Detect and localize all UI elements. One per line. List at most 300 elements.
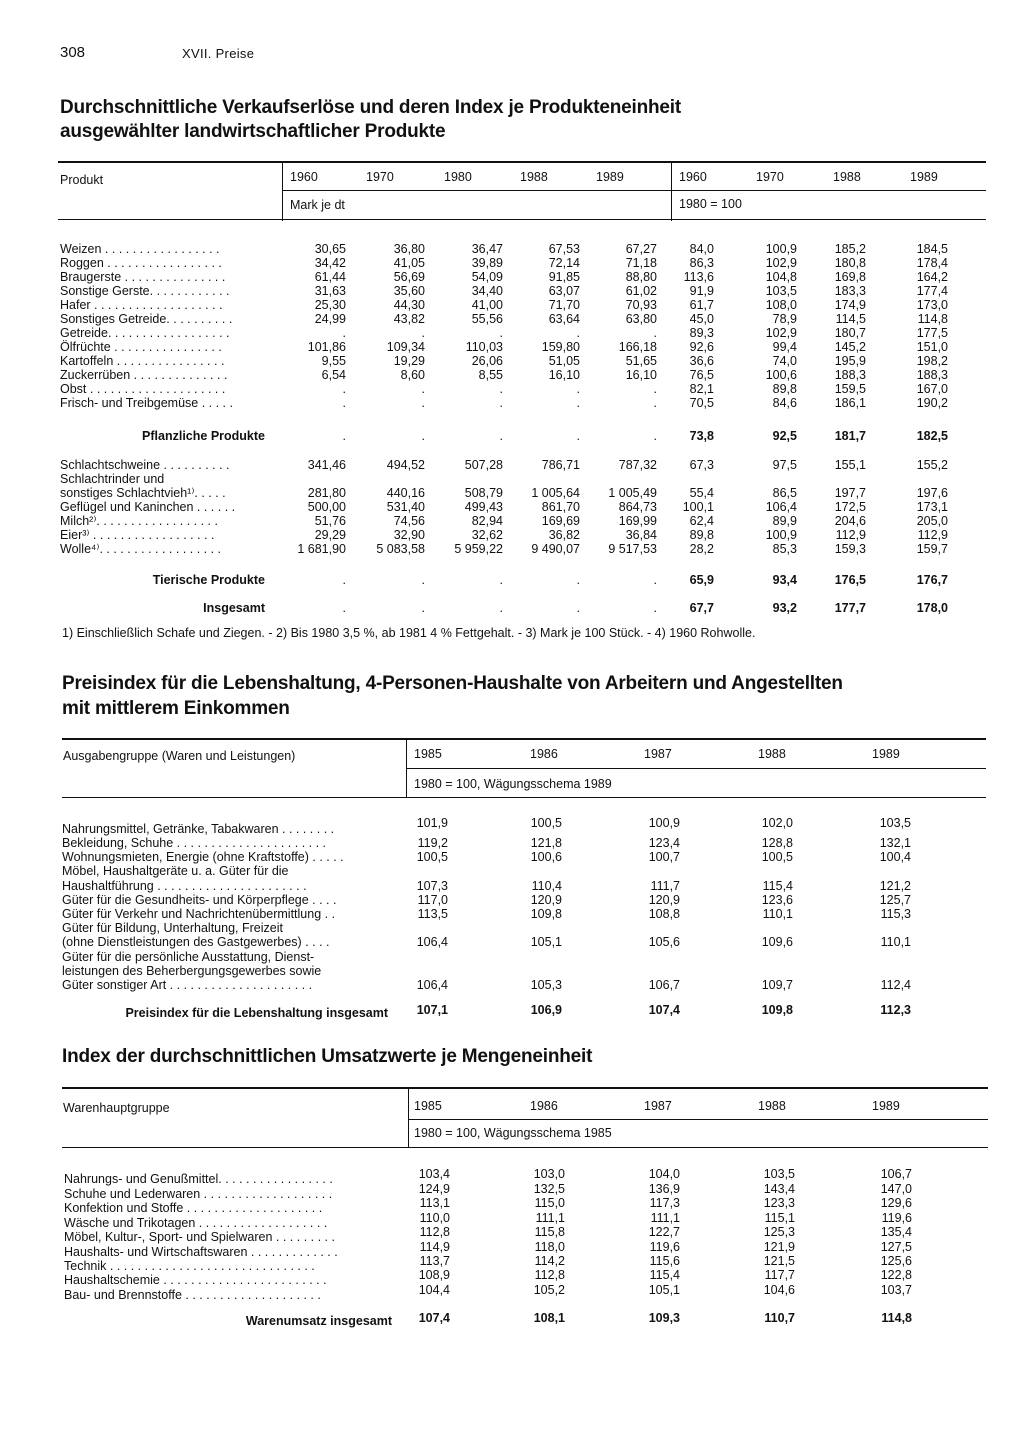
table1-cell: 176,7 (916, 573, 948, 587)
table1-cell: 5 083,58 (376, 542, 425, 556)
table1-cell: 183,3 (834, 284, 866, 298)
table2-cell: 102,0 (761, 816, 793, 830)
table2-cell: 105,3 (530, 978, 562, 992)
table1-cell: 67,27 (625, 242, 657, 256)
table1-cell: . (499, 429, 503, 443)
table1-cell: 56,69 (393, 270, 425, 284)
table1-year-header: 1960 (679, 170, 707, 184)
table1-cell: . (342, 396, 346, 410)
table1-cell: 61,44 (314, 270, 346, 284)
table2-year-header: 1985 (414, 747, 442, 761)
table1-cell: 169,8 (834, 270, 866, 284)
table3-unit: 1980 = 100, Wägungsschema 1985 (414, 1126, 612, 1140)
table2-cell: 121,8 (530, 836, 562, 850)
table1-cell: 8,55 (478, 368, 503, 382)
table3-cell: 132,5 (533, 1182, 565, 1196)
table1-cell: 5 959,22 (454, 542, 503, 556)
table1-row-label: Wolle⁴⁾. . . . . . . . . . . . . . . . . . (60, 542, 222, 556)
table1-cell: 106,4 (765, 500, 797, 514)
table1-cell: 51,65 (625, 354, 657, 368)
table1-cell: 67,7 (689, 601, 714, 615)
table1-col-divider (282, 163, 283, 221)
table1-cell: . (499, 601, 503, 615)
table1-cell: 41,05 (393, 256, 425, 270)
table1-cell: 29,29 (314, 528, 346, 542)
table1-cell: 71,70 (548, 298, 580, 312)
table1-cell: 169,69 (541, 514, 580, 528)
table1-row-label: Frisch- und Treibgemüse . . . . . (60, 396, 233, 410)
table1-cell: 494,52 (386, 458, 425, 472)
table3-cell: 121,9 (763, 1240, 795, 1254)
table1-cell: 1 005,64 (531, 486, 580, 500)
table3-cell: 115,6 (649, 1254, 680, 1268)
table3-cell: 117,3 (649, 1196, 680, 1210)
table1-cell: 34,42 (314, 256, 346, 270)
table1-cell: 93,2 (772, 601, 797, 615)
table1-row-label: Sonstige Gerste. . . . . . . . . . . . (60, 284, 230, 298)
table1-cell: 186,1 (834, 396, 866, 410)
table2-cell: 101,9 (416, 816, 448, 830)
table3-cell: 113,7 (419, 1254, 450, 1268)
table3-total-cell: 109,3 (648, 1311, 680, 1325)
table2-year-header: 1987 (644, 747, 672, 761)
table1-cell: . (653, 573, 657, 587)
table3-year-header: 1985 (414, 1099, 442, 1113)
table1-cell: 197,6 (916, 486, 948, 500)
table1-cell: 145,2 (834, 340, 866, 354)
table2-cell: 125,7 (879, 893, 911, 907)
table3-cell: 125,3 (763, 1225, 795, 1239)
table1-cell: 36,6 (689, 354, 714, 368)
table3-cell: 122,8 (880, 1268, 912, 1282)
table3-cell: 105,2 (533, 1283, 565, 1297)
table2-cell: 108,8 (648, 907, 680, 921)
table1-row-label: Sonstiges Getreide. . . . . . . . . . (60, 312, 233, 326)
table2-row-label: Güter sonstiger Art . . . . . . . . . . . . . . . . . . . . . (62, 978, 313, 992)
table1-cell: 36,82 (548, 528, 580, 542)
table3-cell: 103,0 (533, 1167, 565, 1181)
table2-cell: 109,8 (530, 907, 562, 921)
table1-row-label: Hafer . . . . . . . . . . . . . . . . . . . (60, 298, 223, 312)
table3-cell: 111,1 (650, 1211, 680, 1225)
table2-title-line2: mit mittlerem Einkommen (62, 698, 290, 719)
table1-cell: 101,86 (307, 340, 346, 354)
table1-cell: 54,09 (471, 270, 503, 284)
table2-cell: 100,7 (648, 850, 680, 864)
table2-row-label: Bekleidung, Schuhe . . . . . . . . . . . . . . . . . . . . . . (62, 836, 327, 850)
table1-cell: 28,2 (689, 542, 714, 556)
table3-total-cell: 110,7 (764, 1311, 795, 1325)
table1-cell: 32,62 (471, 528, 503, 542)
table3-cell: 112,8 (534, 1268, 565, 1282)
table1-cell: 63,80 (625, 312, 657, 326)
table1-cell: 92,6 (689, 340, 714, 354)
table1-cell: 36,47 (471, 242, 503, 256)
table2-cell: 100,5 (530, 816, 562, 830)
table1-cell: 197,7 (834, 486, 866, 500)
table2-row-label: Wohnungsmieten, Energie (ohne Kraftstoffe) . . . . . (62, 850, 344, 864)
table1-cell: . (653, 601, 657, 615)
table3-row-label: Möbel, Kultur-, Sport- und Spielwaren . . . . . . . . . (64, 1230, 335, 1244)
table1-cell: 786,71 (541, 458, 580, 472)
table2-cell: 121,2 (879, 879, 911, 893)
table1-cell: 35,60 (393, 284, 425, 298)
table3-cell: 121,5 (763, 1254, 795, 1268)
table1-cell: 51,05 (548, 354, 580, 368)
table1-cell: 341,46 (307, 458, 346, 472)
table2-col-divider (406, 740, 407, 798)
table1-cell: 71,18 (625, 256, 657, 270)
table1-cell: 82,1 (689, 382, 714, 396)
table1-cell: 34,40 (471, 284, 503, 298)
table3-cell: 103,7 (880, 1283, 912, 1297)
table3-total-cell: 107,4 (418, 1311, 450, 1325)
table1-cell: 169,99 (618, 514, 657, 528)
table2-header-bottom-rule (62, 797, 986, 798)
table2-total-cell: 107,4 (648, 1003, 680, 1017)
table1-cell: 16,10 (625, 368, 657, 382)
table1-cell: 155,2 (916, 458, 948, 472)
table1-cell: 167,0 (916, 382, 948, 396)
table1-cell: 195,9 (834, 354, 866, 368)
table1-cell: 103,5 (765, 284, 797, 298)
table1-cell: 74,0 (772, 354, 797, 368)
table2-cell: 105,6 (648, 935, 680, 949)
table3-cell: 143,4 (763, 1182, 795, 1196)
table1-cell: 108,0 (765, 298, 797, 312)
table1-cell: 41,00 (471, 298, 503, 312)
table2-cell: 115,4 (762, 879, 793, 893)
table2-cell: 120,9 (648, 893, 680, 907)
chapter-heading: XVII. Preise (182, 46, 255, 61)
table1-cell: 112,9 (835, 528, 866, 542)
table3-year-header: 1989 (872, 1099, 900, 1113)
table1-cell: 76,5 (689, 368, 714, 382)
table2-year-header: 1989 (872, 747, 900, 761)
table1-cell: 55,4 (689, 486, 714, 500)
table1-cell: 43,82 (393, 312, 425, 326)
table1-cell: 180,7 (834, 326, 866, 340)
table3-cell: 119,6 (649, 1240, 680, 1254)
table1-cell: . (576, 396, 580, 410)
table1-year-header: 1960 (290, 170, 318, 184)
table1-cell: 86,3 (689, 256, 714, 270)
table1-cell: . (421, 573, 425, 587)
table1-cell: . (342, 573, 346, 587)
table1-year-header: 1989 (910, 170, 938, 184)
table3-cell: 124,9 (418, 1182, 450, 1196)
table1-cell: 45,0 (689, 312, 714, 326)
table1-cell: . (576, 382, 580, 396)
table3-cell: 108,9 (418, 1268, 450, 1282)
table1-cell: 159,3 (834, 542, 866, 556)
table2-row-label: Nahrungsmittel, Getränke, Tabakwaren . . . . . . . . (62, 822, 335, 836)
table3-cell: 119,6 (881, 1211, 912, 1225)
table1-cell: 861,70 (541, 500, 580, 514)
table1-cell: . (499, 396, 503, 410)
table2-cell: 100,6 (530, 850, 562, 864)
table1-cell: 55,56 (471, 312, 503, 326)
table3-year-header: 1988 (758, 1099, 786, 1113)
table1-cell: . (342, 326, 346, 340)
table3-cell: 118,0 (534, 1240, 565, 1254)
table1-cell: 185,2 (834, 242, 866, 256)
table1-cell: 440,16 (386, 486, 425, 500)
table3-cell: 129,6 (880, 1196, 912, 1210)
table3-row-label: Haushaltschemie . . . . . . . . . . . . . . . . . . . . . . . . (64, 1273, 327, 1287)
table3-title: Index der durchschnittlichen Umsatzwerte je Mengeneinheit (62, 1046, 593, 1067)
table1-cell: 177,4 (916, 284, 948, 298)
table1-row-label: Pflanzliche Produkte (142, 429, 265, 443)
table2-cell: 107,3 (416, 879, 448, 893)
table3-row-label: Haushalts- und Wirtschaftswaren . . . . . . . . . . . . . (64, 1245, 338, 1259)
table1-cell: 62,4 (689, 514, 714, 528)
table2-col-header: Ausgabengruppe (Waren und Leistungen) (63, 749, 296, 763)
table1-cell: 82,94 (471, 514, 503, 528)
table3-col-divider (408, 1089, 409, 1147)
table1-cell: 500,00 (307, 500, 346, 514)
table1-cell: 102,9 (765, 326, 797, 340)
table3-row-label: Nahrungs- und Genußmittel. . . . . . . . . . . . . . . . . (64, 1172, 333, 1186)
table1-cell: 39,89 (471, 256, 503, 270)
table3-cell: 110,0 (419, 1211, 450, 1225)
table1-cell: 190,2 (916, 396, 948, 410)
table1-cell: 9,55 (321, 354, 346, 368)
table1-cell: 36,84 (625, 528, 657, 542)
table1-cell: . (653, 429, 657, 443)
table1-row-label: Milch²⁾. . . . . . . . . . . . . . . . . . (60, 514, 218, 528)
table1-col-header: Produkt (60, 173, 104, 187)
table3-cell: 125,6 (880, 1254, 912, 1268)
table2-row-label: leistungen des Beherbergungsgewerbes sowie (62, 964, 322, 978)
table1-cell: 89,9 (772, 514, 797, 528)
table1-cell: 508,79 (464, 486, 503, 500)
table3-cell: 114,2 (534, 1254, 565, 1268)
table1-cell: 159,5 (834, 382, 866, 396)
table2-year-header: 1986 (530, 747, 558, 761)
table1-cell: 30,65 (314, 242, 346, 256)
table3-cell: 104,4 (418, 1283, 450, 1297)
table2-total-cell: 107,1 (416, 1003, 448, 1017)
table1-cell: 281,80 (307, 486, 346, 500)
table1-row-label: Eier³⁾ . . . . . . . . . . . . . . . . . . (60, 528, 215, 542)
table1-cell: 102,9 (765, 256, 797, 270)
table1-cell: 91,85 (548, 270, 580, 284)
table1-cell: 159,80 (541, 340, 580, 354)
table1-cell: 110,03 (465, 340, 503, 354)
table1-cell: 114,5 (835, 312, 866, 326)
table1-col-divider (671, 163, 672, 221)
table1-cell: . (421, 601, 425, 615)
table1-cell: 177,7 (834, 601, 866, 615)
table1-cell: 166,18 (618, 340, 657, 354)
table1-cell: . (342, 601, 346, 615)
table1-cell: 16,10 (548, 368, 580, 382)
table2-cell: 100,4 (879, 850, 911, 864)
table3-cell: 115,4 (649, 1268, 680, 1282)
table3-cell: 103,5 (763, 1167, 795, 1181)
table1-cell: 155,1 (834, 458, 866, 472)
table1-cell: . (421, 326, 425, 340)
table1-unit-left: Mark je dt (290, 198, 345, 212)
table2-row-label: Güter für die Gesundheits- und Körperpflege . . . . (62, 893, 337, 907)
table1-cell: 100,6 (765, 368, 797, 382)
table1-cell: 74,56 (393, 514, 425, 528)
table1-cell: 114,8 (917, 312, 948, 326)
table3-top-rule (62, 1087, 988, 1089)
table2-cell: 115,3 (880, 907, 911, 921)
table2-title-line1: Preisindex für die Lebenshaltung, 4-Personen-Haushalte von Arbeitern und Angestellten (62, 673, 843, 694)
table1-year-header: 1970 (756, 170, 784, 184)
table3-row-label: Technik . . . . . . . . . . . . . . . . . . . . . . . . . . . . . . (64, 1259, 315, 1273)
table2-cell: 112,4 (880, 978, 911, 992)
table1-row-label: Insgesamt (203, 601, 265, 615)
table1-cell: 72,14 (548, 256, 580, 270)
table1-cell: 73,8 (689, 429, 714, 443)
table1-cell: 24,99 (314, 312, 346, 326)
table1-cell: 499,43 (464, 500, 503, 514)
table2-cell: 123,4 (648, 836, 680, 850)
table1-cell: 85,3 (772, 542, 797, 556)
table1-cell: . (653, 396, 657, 410)
table1-title-line1: Durchschnittliche Verkaufserlöse und deren Index je Produkteneinheit (60, 97, 681, 118)
table1-cell: 176,5 (834, 573, 866, 587)
table1-unit-right: 1980 = 100 (679, 197, 742, 211)
table1-cell: 78,9 (772, 312, 797, 326)
table1-cell: 104,8 (765, 270, 797, 284)
table1-row-label: Geflügel und Kaninchen . . . . . . (60, 500, 236, 514)
table1-cell: . (421, 396, 425, 410)
table2-year-header: 1988 (758, 747, 786, 761)
table1-row-label: Getreide. . . . . . . . . . . . . . . . . . (60, 326, 230, 340)
table2-cell: 105,1 (530, 935, 562, 949)
table1-row-label: Roggen . . . . . . . . . . . . . . . . . (60, 256, 222, 270)
table1-row-label: sonstiges Schlachtvieh¹⁾. . . . . (60, 486, 226, 500)
table1-cell: 70,5 (689, 396, 714, 410)
table2-cell: 109,7 (761, 978, 793, 992)
table1-year-header: 1989 (596, 170, 624, 184)
table3-header-bottom-rule (62, 1147, 988, 1148)
table1-cell: . (421, 429, 425, 443)
table3-total-cell: 114,8 (881, 1311, 912, 1325)
table1-top-rule (58, 161, 986, 163)
table3-row-label: Schuhe und Lederwaren . . . . . . . . . . . . . . . . . . . (64, 1187, 333, 1201)
table1-cell: 109,34 (386, 340, 425, 354)
table1-cell: 26,06 (471, 354, 503, 368)
table2-cell: 120,9 (530, 893, 562, 907)
table2-total-cell: 106,9 (530, 1003, 562, 1017)
table1-cell: 1 005,49 (608, 486, 657, 500)
table1-cell: 25,30 (314, 298, 346, 312)
table2-cell: 117,0 (417, 893, 448, 907)
table2-cell: 103,5 (879, 816, 911, 830)
table1-row-label: Schlachtrinder und (60, 472, 165, 486)
table1-cell: 99,4 (772, 340, 797, 354)
table1-cell: 31,63 (314, 284, 346, 298)
table1-cell: 84,0 (689, 242, 714, 256)
table2-row-label: Möbel, Haushaltgeräte u. a. Güter für die (62, 864, 289, 878)
table1-cell: 19,29 (393, 354, 425, 368)
table1-cell: 91,9 (689, 284, 714, 298)
table1-cell: . (653, 382, 657, 396)
table1-row-label: Schlachtschweine . . . . . . . . . . (60, 458, 230, 472)
table2-cell: 106,4 (416, 978, 448, 992)
table1-cell: 182,5 (916, 429, 948, 443)
table1-cell: 70,93 (625, 298, 657, 312)
table2-cell: 110,1 (762, 907, 793, 921)
table3-col-header: Warenhauptgruppe (63, 1101, 170, 1115)
table1-row-label: Ölfrüchte . . . . . . . . . . . . . . . . (60, 340, 222, 354)
table1-row-label: Braugerste . . . . . . . . . . . . . . . (60, 270, 226, 284)
table1-cell: 84,6 (772, 396, 797, 410)
table1-cell: . (576, 429, 580, 443)
table2-cell: 100,5 (761, 850, 793, 864)
table1-cell: 67,53 (548, 242, 580, 256)
table3-cell: 115,8 (534, 1225, 565, 1239)
table2-cell: 100,5 (416, 850, 448, 864)
table1-title-line2: ausgewählter landwirtschaftlicher Produkte (60, 121, 446, 142)
table1-cell: 507,28 (464, 458, 503, 472)
table3-year-rule (409, 1119, 988, 1120)
table1-row-label: Weizen . . . . . . . . . . . . . . . . . (60, 242, 220, 256)
table1-cell: 100,9 (765, 242, 797, 256)
table3-cell: 113,1 (419, 1196, 450, 1210)
table3-total-label: Warenumsatz insgesamt (245, 1314, 392, 1328)
table1-cell: 86,5 (772, 486, 797, 500)
table3-cell: 103,4 (418, 1167, 450, 1181)
table3-cell: 106,7 (880, 1167, 912, 1181)
table2-cell: 110,4 (531, 879, 562, 893)
table1-cell: 89,8 (772, 382, 797, 396)
table2-cell: 119,2 (417, 836, 448, 850)
table1-cell: 67,3 (689, 458, 714, 472)
table1-cell: 172,5 (834, 500, 866, 514)
table1-cell: . (576, 601, 580, 615)
table3-cell: 105,1 (648, 1283, 680, 1297)
table3-cell: 127,5 (880, 1240, 912, 1254)
table1-cell: 178,0 (916, 601, 948, 615)
table1-cell: 9 517,53 (608, 542, 657, 556)
table1-cell: 198,2 (916, 354, 948, 368)
table2-total-label: Preisindex für die Lebenshaltung insgesamt (125, 1006, 388, 1020)
table2-top-rule (62, 738, 986, 740)
table1-cell: 173,1 (916, 500, 948, 514)
table3-cell: 117,7 (764, 1268, 795, 1282)
table3-cell: 104,0 (648, 1167, 680, 1181)
table1-year-header: 1988 (833, 170, 861, 184)
table1-cell: 178,4 (916, 256, 948, 270)
table2-row-label: (ohne Dienstleistungen des Gastgewerbes) . . . . (62, 935, 330, 949)
table2-total-cell: 109,8 (761, 1003, 793, 1017)
table1-row-label: Tierische Produkte (152, 573, 265, 587)
table1-cell: 531,40 (386, 500, 425, 514)
table2-unit: 1980 = 100, Wägungsschema 1989 (414, 777, 612, 791)
table2-total-cell: 112,3 (880, 1003, 911, 1017)
table1-cell: 787,32 (618, 458, 657, 472)
table1-cell: 6,54 (321, 368, 346, 382)
table1-year-header: 1988 (520, 170, 548, 184)
table1-row-label: Zuckerrüben . . . . . . . . . . . . . . (60, 368, 228, 382)
table1-cell: 204,6 (834, 514, 866, 528)
table2-row-label: Haushaltführung . . . . . . . . . . . . . . . . . . . . . . (62, 879, 307, 893)
table2-year-rule (407, 768, 986, 769)
table1-cell: 188,3 (834, 368, 866, 382)
table2-row-label: Güter für Verkehr und Nachrichtenübermittlung . . (62, 907, 336, 921)
table1-row-label: Obst . . . . . . . . . . . . . . . . . . . . (60, 382, 226, 396)
table3-row-label: Wäsche und Trikotagen . . . . . . . . . . . . . . . . . . . (64, 1216, 328, 1230)
table1-cell: 32,90 (393, 528, 425, 542)
table2-cell: 113,5 (417, 907, 448, 921)
